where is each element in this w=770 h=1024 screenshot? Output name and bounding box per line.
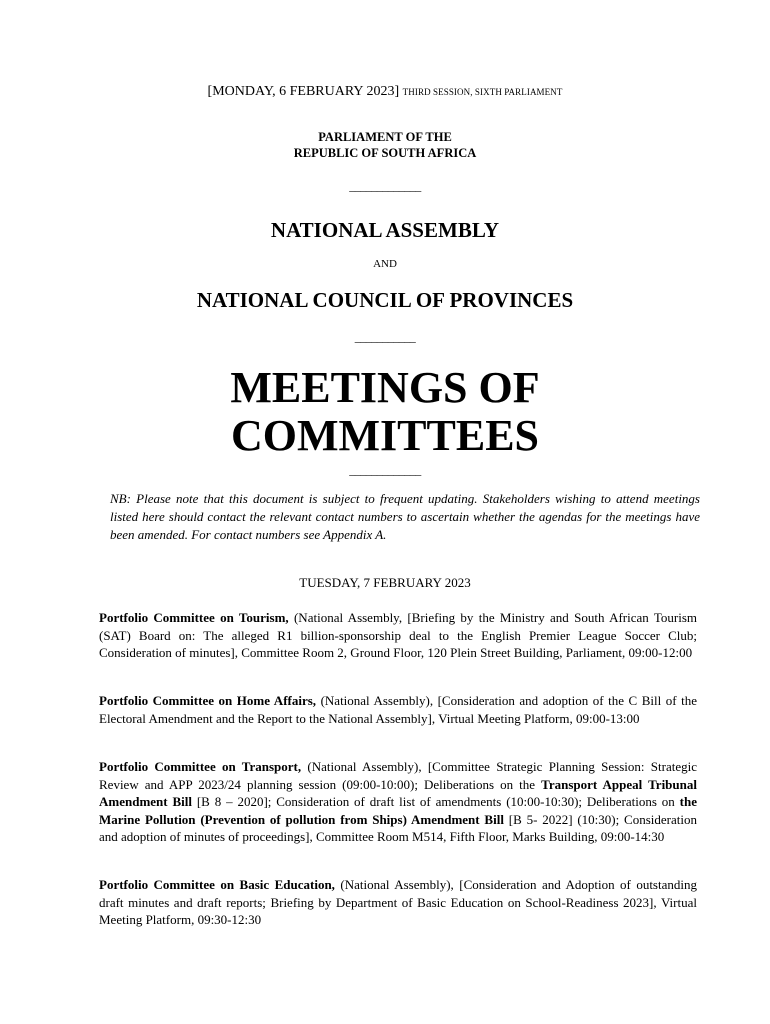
- committee-details: (National Assembly), [Consideration and Adoption of outstanding draft minutes and draft reports; Briefing by Department of Basic Education on School-Readiness 2023], Virtual Meeting Platform, 09:30-12:30: [99, 877, 697, 927]
- parliament-line-2: REPUBLIC OF SOUTH AFRICA: [293, 146, 477, 160]
- committee-details: [B 5- 2022] (10:30); Consideration and adoption of minutes of proceedings], Committee Room M514, Fifth Floor, Marks Building, 09:00-14:30: [99, 811, 697, 844]
- header-date: [MONDAY, 6 FEBRUARY 2023]: [207, 84, 400, 99]
- committee-name: Portfolio Committee on Tourism,: [99, 610, 289, 625]
- bill-name: Transport Appeal Tribunal Amendment Bill: [99, 776, 697, 809]
- committee-name: Portfolio Committee on Home Affairs,: [99, 693, 317, 708]
- committee-details: (National Assembly), [Consideration and adoption of the C Bill of the Electoral Amendment and the Report to the National Assembly], Virtual Meeting Platform, 09:00-13:00: [99, 693, 697, 726]
- committee-entry-home-affairs: [99, 692, 697, 727]
- title-line-1: MEETINGS OF: [230, 363, 540, 412]
- nb-notice: NB: Please note that this document is subject to frequent updating. Stakeholders wishing to attend meetings listed here should contact the relevant contact numbers to ascertain whether the agendas for the meetings have been amended. For contact numbers see Appendix A.: [110, 491, 700, 542]
- divider-1: _____________: [349, 179, 421, 193]
- and-text: AND: [373, 258, 397, 270]
- document-header: [0, 84, 770, 100]
- committee-name: Portfolio Committee on Transport,: [99, 759, 302, 774]
- committee-name: Portfolio Committee on Basic Education,: [99, 877, 335, 892]
- parliament-line-1: PARLIAMENT OF THE: [318, 130, 452, 144]
- committee-entry-basic-education: [99, 876, 697, 929]
- divider-2: ___________: [354, 330, 416, 344]
- committee-entry-tourism: [99, 609, 697, 662]
- header-session: THIRD SESSION, SIXTH PARLIAMENT: [402, 87, 563, 97]
- national-assembly-heading: NATIONAL ASSEMBLY: [270, 218, 500, 242]
- bill-name: the Marine Pollution (Prevention of pollution from Ships) Amendment Bill: [99, 794, 697, 827]
- ncop-heading: NATIONAL COUNCIL OF PROVINCES: [196, 288, 574, 312]
- page-title: [0, 364, 770, 460]
- committee-details: (National Assembly), [Committee Strategic Planning Session: Strategic Review and APP 2023/24 planning session (09:00-10:00); Deliberations on the: [99, 759, 697, 792]
- committee-entry-transport: [99, 758, 697, 846]
- meeting-day: TUESDAY, 7 FEBRUARY 2023: [299, 575, 471, 590]
- title-line-2: COMMITTEES: [230, 411, 540, 460]
- committee-details: [B 8 – 2020]; Consideration of draft list of amendments (10:00-10:30); Deliberations on: [191, 794, 680, 809]
- committee-details: (National Assembly, [Briefing by the Ministry and South African Tourism (SAT) Board on: The alleged R1 billion-sponsorship deal to the English Premier League Soccer Club; Consideration of minutes], Committee Room 2, Ground Floor, 120 Plein Street Building, Parliament, 09:00-12:00: [99, 610, 698, 660]
- divider-3: _____________: [349, 463, 421, 477]
- parliament-name: [0, 129, 770, 161]
